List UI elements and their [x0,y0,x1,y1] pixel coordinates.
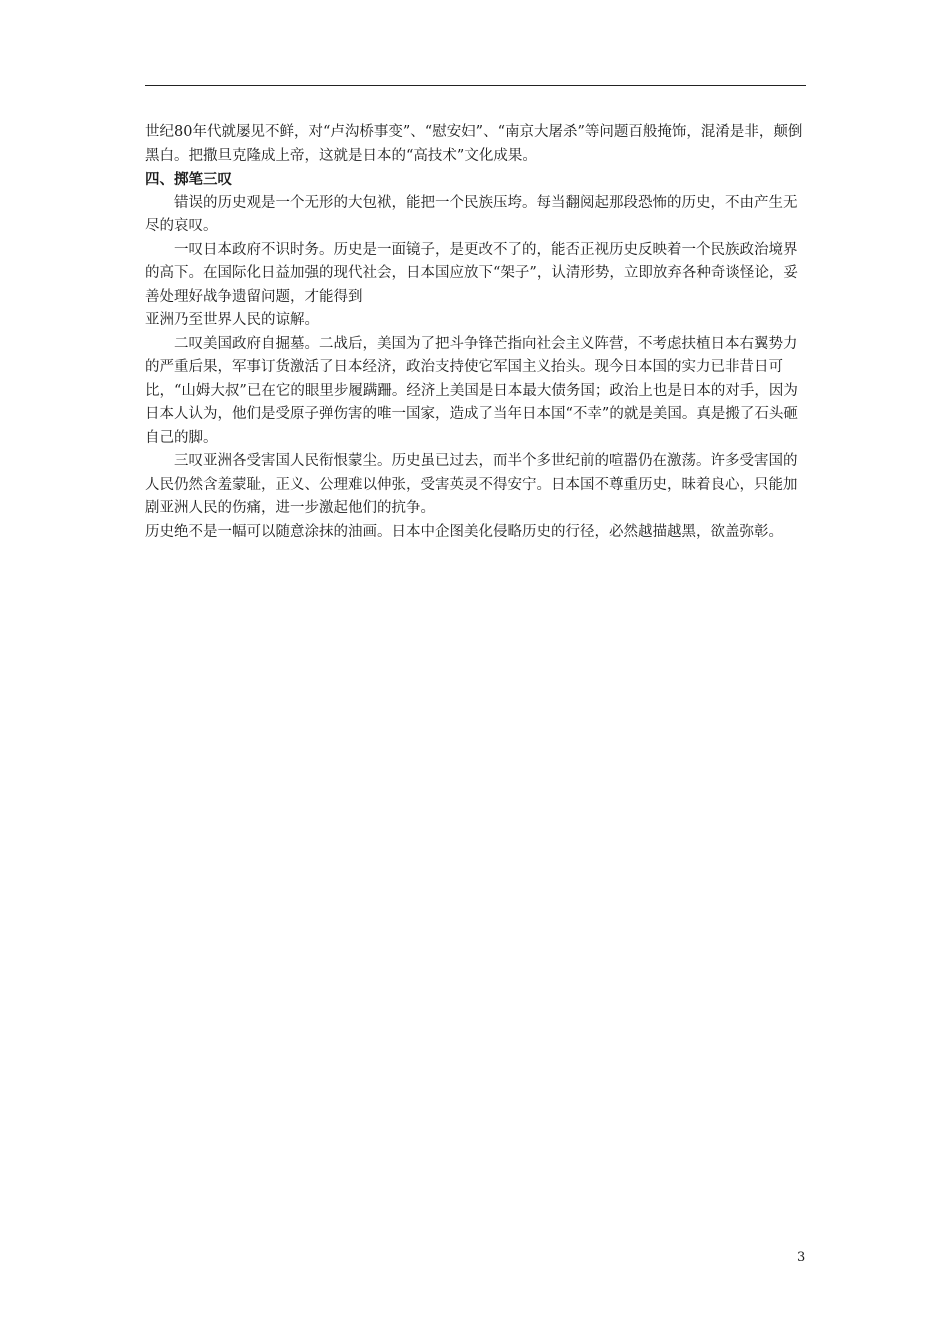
paragraph-intro: 错误的历史观是一个无形的大包袱，能把一个民族压垮。每当翻阅起那段恐怖的历史，不由产生无尽的哀叹。 [145,194,798,234]
document-body [145,121,810,544]
paragraph-second-sigh: 二叹美国政府自掘墓。二战后，美国为了把斗争锋芒指向社会主义阵营，不考虑扶植日本右翼势力的严重后果，军事订货激活了日本经济，政治支持使它军国主义抬头。现今日本国的实力已非昔日可比，“山姆大叔”已在它的眼里步履蹒跚。经济上美国是日本最大债务国；政治上也是日本的对手，因为日本人认为，他们是受原子弹伤害的唯一国家，造成了当年日本国“不幸”的就是美国。真是搬了石头砸自己的脚。 [145,335,798,446]
section-heading: 四、掷笔三叹 [145,171,232,188]
paragraph-conclusion: 历史绝不是一幅可以随意涂抹的油画。日本中企图美化侵略历史的行径，必然越描越黑，欲盖弥彰。 [145,523,783,540]
paragraph-first-sigh: 一叹日本政府不识时务。历史是一面镜子，是更改不了的，能否正视历史反映着一个民族政治境界的高下。在国际化日益加强的现代社会，日本国应放下“架子”，认清形势，立即放弃各种奇谈怪论，妥善处理好战争遗留问题，才能得到 [145,241,798,305]
paragraph-continuation: 世纪80年代就屡见不鲜，对“卢沟桥事变”、“慰安妇”、“南京大屠杀”等问题百般掩饰，混淆是非，颠倒黑白。把撒旦克隆成上帝，这就是日本的“高技术”文化成果。 [145,124,803,164]
header-rule [145,85,806,86]
paragraph-first-sigh-end: 亚洲乃至世界人民的谅解。 [145,312,319,328]
page-number: 3 [797,1250,806,1265]
paragraph-third-sigh: 三叹亚洲各受害国人民衔恨蒙尘。历史虽已过去，而半个多世纪前的喧嚣仍在激荡。许多受害国的人民仍然含羞蒙耻，正义、公理难以伸张，受害英灵不得安宁。日本国不尊重历史，昧着良心，只能加剧亚洲人民的伤痛，进一步激起他们的抗争。 [145,453,798,516]
